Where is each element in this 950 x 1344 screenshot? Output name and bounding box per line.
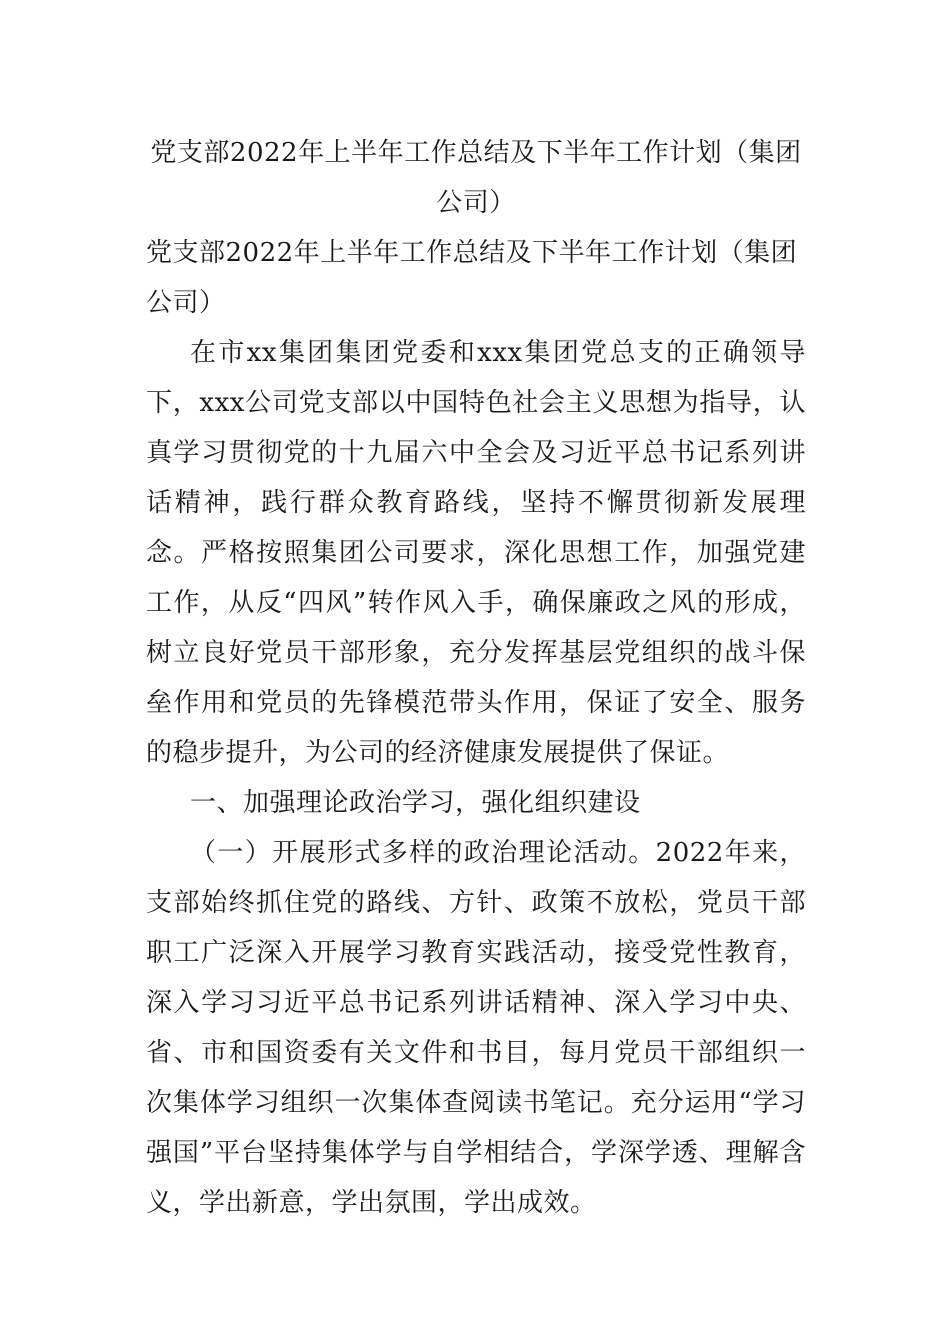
intro-paragraph: 在市xx集团集团党委和xxx集团党总支的正确领导下，xxx公司党支部以中国特色社会主义思想为指导，认真学习贯彻党的十九届六中全会及习近平总书记系列讲话精神，践行群众教育路线，坚持不懈贯彻新发展理念。严格按照集团公司要求，深化思想工作，加强党建工作，从反“四风”转作风入手，确保廉政之风的形成，树立良好党员干部形象，充分发挥基层党组织的战斗保垒作用和党员的先锋模范带头作用，保证了安全、服务的稳步提升，为公司的经济健康发展提供了保证。 — [146, 338, 806, 768]
document-subtitle: 党支部2022年上半年工作总结及下半年工作计划（集团公司） — [146, 238, 798, 318]
document-page — [146, 128, 806, 1228]
section-heading-1: 一、加强理论政治学习，强化组织建设 — [190, 788, 641, 818]
document-title: 党支部2022年上半年工作总结及下半年工作计划（集团公司） — [150, 138, 802, 218]
section-1-item-1-paragraph: （一）开展形式多样的政治理论活动。2022年来，支部始终抓住党的路线、方针、政策不放松，党员干部职工广泛深入开展学习教育实践活动，接受党性教育，深入学习习近平总书记系列讲话精神、深入学习中央、省、市和国资委有关文件和书目，每月党员干部组织一次集体学习组织一次集体查阅读书笔记。充分运用“学习强国”平台坚持集体学与自学相结合，学深学透、理解含义，学出新意，学出氛围，学出成效。 — [146, 838, 806, 1218]
